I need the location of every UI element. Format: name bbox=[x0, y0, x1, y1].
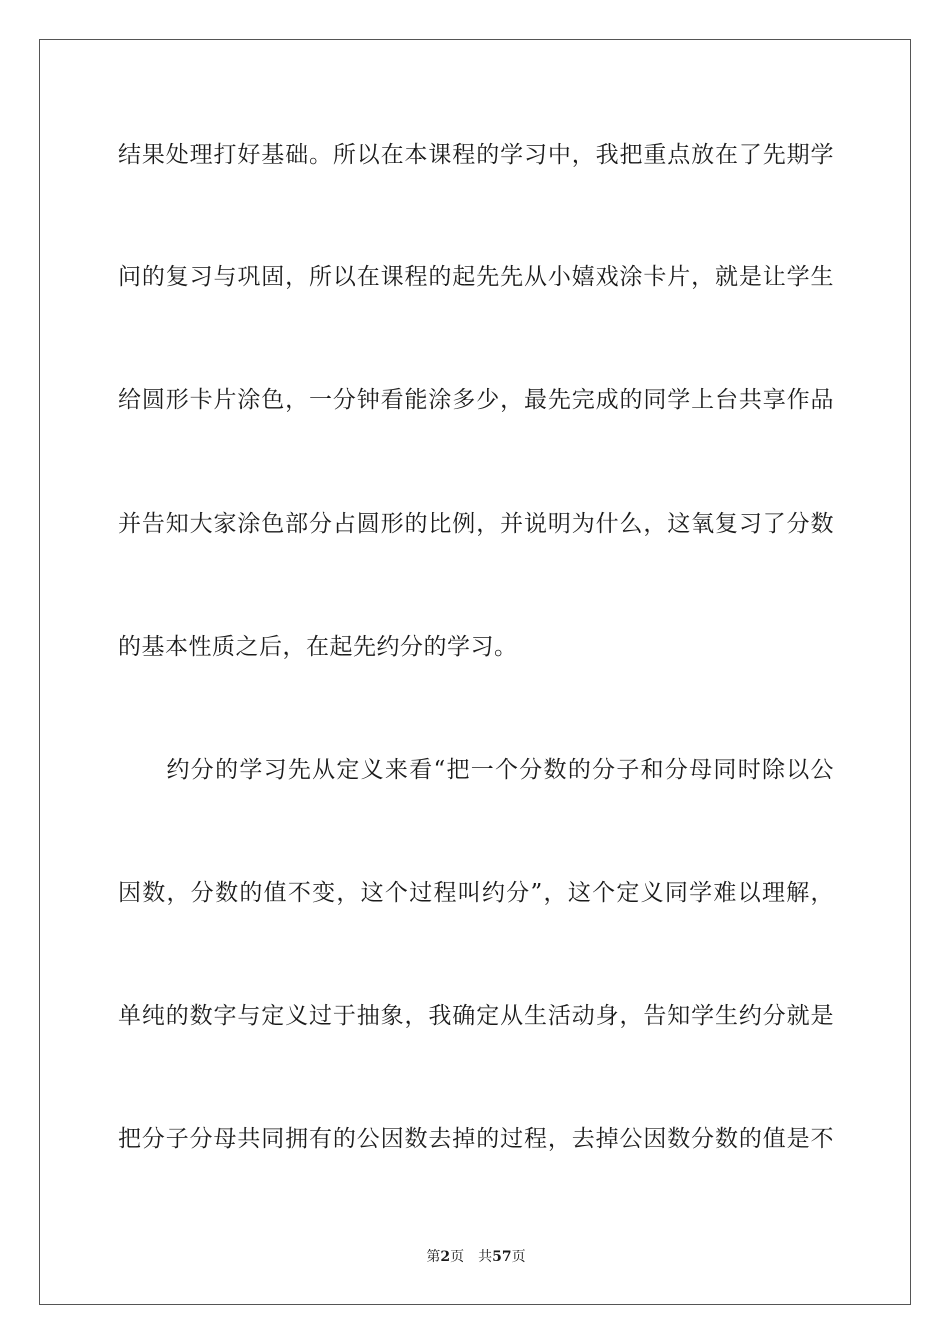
text-line-5: 的基本性质之后，在起先约分的学习。 bbox=[118, 634, 518, 660]
page-suffix: 页 bbox=[450, 1249, 465, 1265]
total-prefix: 共 bbox=[478, 1249, 493, 1265]
text-line-8: 单纯的数字与定义过于抽象，我确定从生活动身，告知学生约分就是 bbox=[118, 1003, 834, 1029]
text-line-3: 给圆形卡片涂色，一分钟看能涂多少，最先完成的同学上台共享作品 bbox=[118, 387, 834, 413]
page-prefix: 第 bbox=[426, 1249, 441, 1265]
total-suffix: 页 bbox=[511, 1249, 526, 1265]
text-line-7: 因数，分数的值不变，这个过程叫约分”，这个定义同学难以理解， bbox=[118, 880, 834, 906]
text-line-1: 结果处理打好基础。所以在本课程的学习中，我把重点放在了先期学 bbox=[118, 142, 834, 168]
total-pages: 57 bbox=[492, 1249, 512, 1265]
page-number: 2 bbox=[440, 1249, 451, 1265]
text-line-6: 约分的学习先从定义来看“把一个分数的分子和分母同时除以公 bbox=[118, 757, 834, 783]
page-footer bbox=[40, 1248, 912, 1266]
text-line-2: 问的复习与巩固，所以在课程的起先先从小嬉戏涂卡片，就是让学生 bbox=[118, 264, 834, 290]
text-line-9: 把分子分母共同拥有的公因数去掉的过程，去掉公因数分数的值是不 bbox=[118, 1126, 834, 1152]
text-line-4: 并告知大家涂色部分占圆形的比例，并说明为什么，这氧复习了分数 bbox=[118, 511, 834, 537]
page-frame bbox=[39, 39, 911, 1305]
